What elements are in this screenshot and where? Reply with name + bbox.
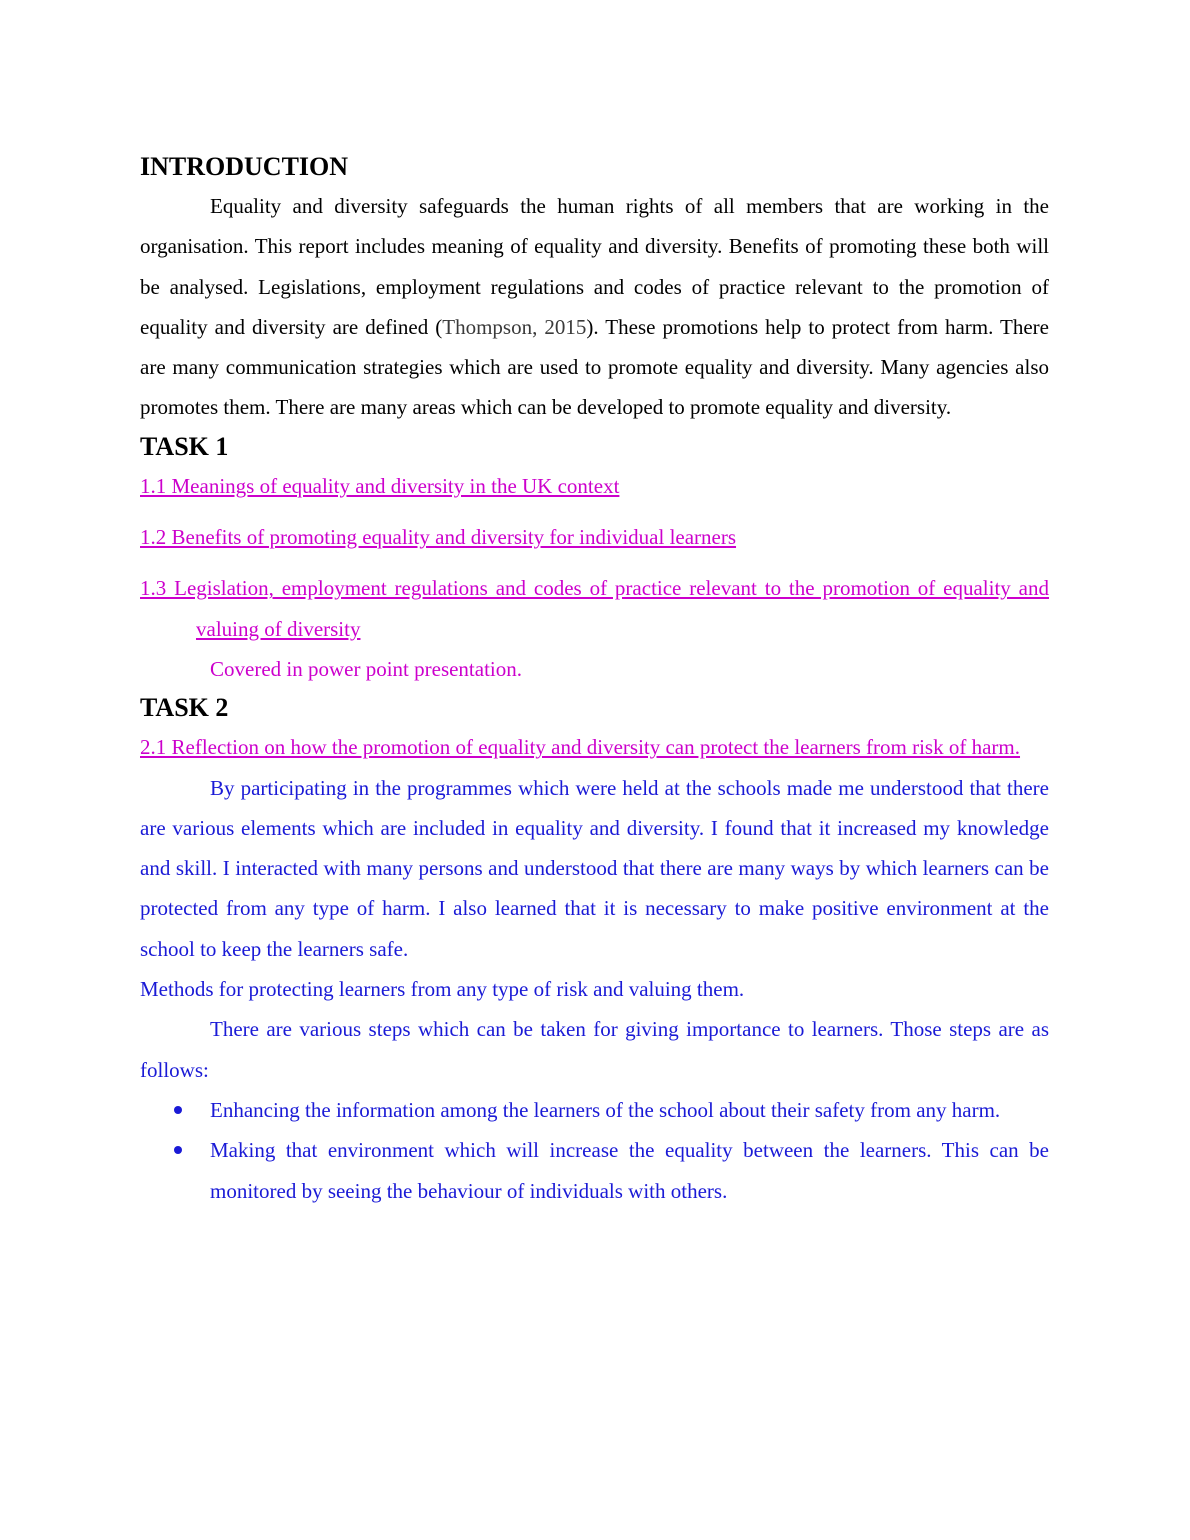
covered-note: Covered in power point presentation.: [210, 656, 523, 681]
task1-item-1-3-link[interactable]: 1.3 Legislation, employment regulations and codes of practice relevant to the promotion of equality and valuing of diversity: [140, 576, 1049, 641]
task2-heading: TASK 2: [140, 693, 229, 723]
document-page: [140, 148, 1049, 1211]
steps-bullet-list: [140, 1090, 1049, 1211]
methods-heading: Methods for protecting learners from any type of risk and valuing them.: [140, 977, 745, 1002]
intro-text-part2: ). These promotions help to protect from harm. There are many communication strategies which are used to promote equality and diversity. Many agencies also promotes them. There are many areas which can be developed to promote equality and diversity.: [140, 314, 1049, 420]
list-item: [140, 1090, 1049, 1130]
intro-text-part1: Equality and diversity safeguards the human rights of all members that are working in the organisation. This report includes meaning of equality and diversity. Benefits of promoting these both will be analysed. Legislations, employment regulations and codes of practice relevant to the promotion of equality and diversity are defined (: [140, 194, 1049, 339]
bullet-text: Enhancing the information among the learners of the school about their safety from any harm.: [210, 1097, 1001, 1122]
task1-item-1-1-link[interactable]: 1.1 Meanings of equality and diversity in the UK context: [140, 473, 620, 498]
citation: Thompson, 2015: [442, 314, 587, 339]
task1-item-1-2-link[interactable]: 1.2 Benefits of promoting equality and diversity for individual learners: [140, 525, 737, 550]
introduction-paragraph: [140, 186, 1049, 428]
task1-heading: TASK 1: [140, 431, 229, 461]
bullet-icon: [174, 1146, 182, 1154]
task2-item-2-1-link[interactable]: 2.1 Reflection on how the promotion of equality and diversity can protect the learners from risk of harm.: [140, 735, 1021, 760]
list-item: [140, 1130, 1049, 1211]
steps-intro-paragraph: There are various steps which can be taken for giving importance to learners. Those steps are as follows:: [140, 1017, 1049, 1082]
bullet-text: Making that environment which will increase the equality between the learners. This can be monitored by seeing the behaviour of individuals with others.: [210, 1138, 1049, 1203]
introduction-heading: INTRODUCTION: [140, 152, 349, 181]
reflection-paragraph: By participating in the programmes which were held at the schools made me understood that there are various elements which are included in equality and diversity. I found that it increased my knowledge and skill. I interacted with many persons and understood that there are many ways by which learners can be protected from any type of harm. I also learned that it is necessary to make positive environment at the school to keep the learners safe.: [140, 775, 1049, 961]
bullet-icon: [174, 1106, 182, 1114]
